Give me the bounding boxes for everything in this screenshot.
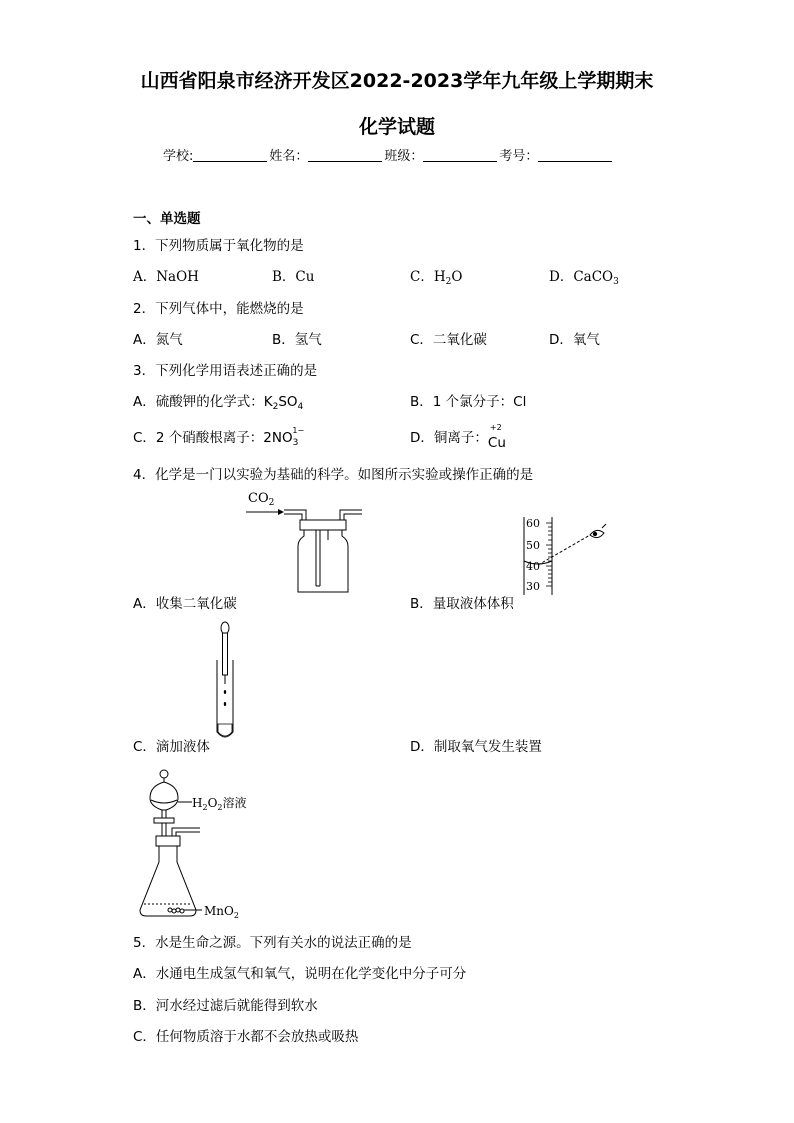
- q1-c-suffix: O: [451, 269, 463, 285]
- q4-stem: 4．化学是一门以实验为基础的科学。如图所示实验或操作正确的是: [133, 467, 534, 483]
- q3-a-prefix: A．硫酸钾的化学式：K: [133, 394, 273, 410]
- q3-option-d[interactable]: [410, 423, 506, 451]
- q1-option-b[interactable]: B．Cu: [272, 269, 315, 285]
- fig-d-stopcock: [154, 818, 174, 823]
- fig-b-tick-50: 50: [526, 539, 540, 552]
- figure-collect-co2: [240, 486, 370, 598]
- q4-option-c[interactable]: C．滴加液体: [133, 739, 210, 755]
- fig-d-flask: [140, 846, 196, 916]
- q3-c-sub: 3: [292, 438, 299, 448]
- fig-a-arrowhead: [278, 509, 284, 515]
- fig-d-funnel-stopper: [160, 770, 168, 778]
- q5-option-c[interactable]: C．任何物质溶于水都不会放热或吸热: [133, 1029, 359, 1045]
- id-label: 考号：: [499, 149, 539, 164]
- q3-d-elem: Cu: [487, 435, 506, 451]
- q4-option-d[interactable]: D．制取氧气发生装置: [410, 739, 542, 755]
- fig-b-sightline: [538, 535, 590, 565]
- q3-option-b[interactable]: B．1 个氯分子：Cl: [410, 394, 527, 410]
- fig-a-stopper: [300, 520, 346, 530]
- q2-option-b[interactable]: B．氢气: [272, 332, 322, 348]
- q1-c-prefix: C．H: [410, 269, 446, 285]
- q3-a-sub1: 2: [272, 402, 279, 412]
- q1-stem: 1．下列物质属于氧化物的是: [133, 238, 304, 254]
- q1-d-sub: 3: [613, 277, 619, 287]
- figure-drop-liquid: [208, 620, 242, 744]
- page-subtitle: 化学试题: [358, 116, 435, 138]
- q5-option-b[interactable]: B．河水经过滤后就能得到软水: [133, 998, 318, 1014]
- q3-d-prefix: D．铜离子：: [410, 430, 488, 446]
- id-blank[interactable]: [538, 147, 612, 162]
- q3-a-sub2: 4: [297, 402, 304, 412]
- section-heading: 一、单选题: [133, 211, 201, 227]
- q4-option-a[interactable]: A．收集二氧化碳: [133, 596, 237, 612]
- q1-option-a[interactable]: A．NaOH: [133, 269, 199, 285]
- fig-d-funnel: [150, 778, 178, 810]
- fig-b-tick-40: 40: [526, 560, 540, 573]
- q3-a-mid: SO: [278, 394, 298, 410]
- class-blank[interactable]: [423, 147, 497, 162]
- fig-d-stopper: [156, 836, 180, 846]
- q2-stem: 2．下列气体中，能燃烧的是: [133, 301, 304, 317]
- fig-a-inlet-tube: [284, 510, 306, 520]
- q2-option-a[interactable]: A．氮气: [133, 332, 183, 348]
- school-label: 学校:: [163, 149, 194, 164]
- q3-c-sup: 1−: [292, 425, 305, 435]
- fig-a-outlet-tube: [340, 510, 362, 520]
- q3-stem: 3．下列化学用语表述正确的是: [133, 363, 318, 379]
- fig-c-bulb: [221, 622, 229, 634]
- fig-c-liquid: [218, 724, 232, 736]
- q1-option-c[interactable]: [410, 265, 462, 287]
- fig-d-mno2-particles: [168, 908, 184, 913]
- fig-c-drop-2: [224, 702, 226, 706]
- fig-d-catalyst-label: MnO$_2$: [204, 904, 239, 920]
- fig-a-bottle: [298, 530, 348, 592]
- school-blank[interactable]: [193, 147, 267, 162]
- fig-c-dropper: [223, 633, 228, 675]
- q3-d-sup: +2: [489, 423, 502, 432]
- fig-b-tick-60: 60: [526, 517, 540, 530]
- name-label: 姓名：: [269, 149, 309, 164]
- q4-option-b[interactable]: B．量取液体体积: [410, 596, 514, 612]
- fig-b-tick-marks: [546, 523, 552, 586]
- q3-option-a[interactable]: [133, 390, 303, 412]
- figure-measure-liquid: [520, 513, 612, 599]
- q1-option-d[interactable]: [549, 265, 619, 287]
- q5-option-a[interactable]: A．水通电生成氢气和氧气，说明在化学变化中分子可分: [133, 966, 467, 982]
- q2-option-d[interactable]: D．氧气: [549, 332, 600, 348]
- q1-c-sub: 2: [445, 277, 452, 287]
- q3-c-ion: NO: [271, 430, 293, 446]
- fig-a-gas-label: $CO_2$: [248, 491, 275, 508]
- eye-icon: [590, 524, 606, 538]
- q5-stem: 5．水是生命之源。下列有关水的说法正确的是: [133, 935, 412, 951]
- student-info: [163, 145, 614, 164]
- q3-c-prefix: C．2 个硝酸根离子：2: [133, 430, 272, 446]
- q3-option-c[interactable]: [133, 426, 310, 448]
- fig-d-solution-label: $H_2O_2$溶液: [192, 796, 247, 812]
- q2-option-c[interactable]: C．二氧化碳: [410, 332, 487, 348]
- page-title: 山西省阳泉市经济开发区2022-2023学年九年级上学期期末: [140, 70, 654, 92]
- class-label: 班级：: [384, 149, 424, 164]
- name-blank[interactable]: [308, 147, 382, 162]
- q1-d-prefix: D．CaCO: [549, 269, 614, 285]
- fig-d-delivery-tube: [172, 828, 200, 836]
- fig-c-drop-1: [224, 690, 226, 694]
- fig-b-tick-30: 30: [526, 580, 540, 593]
- figure-oxygen-apparatus: [136, 766, 266, 920]
